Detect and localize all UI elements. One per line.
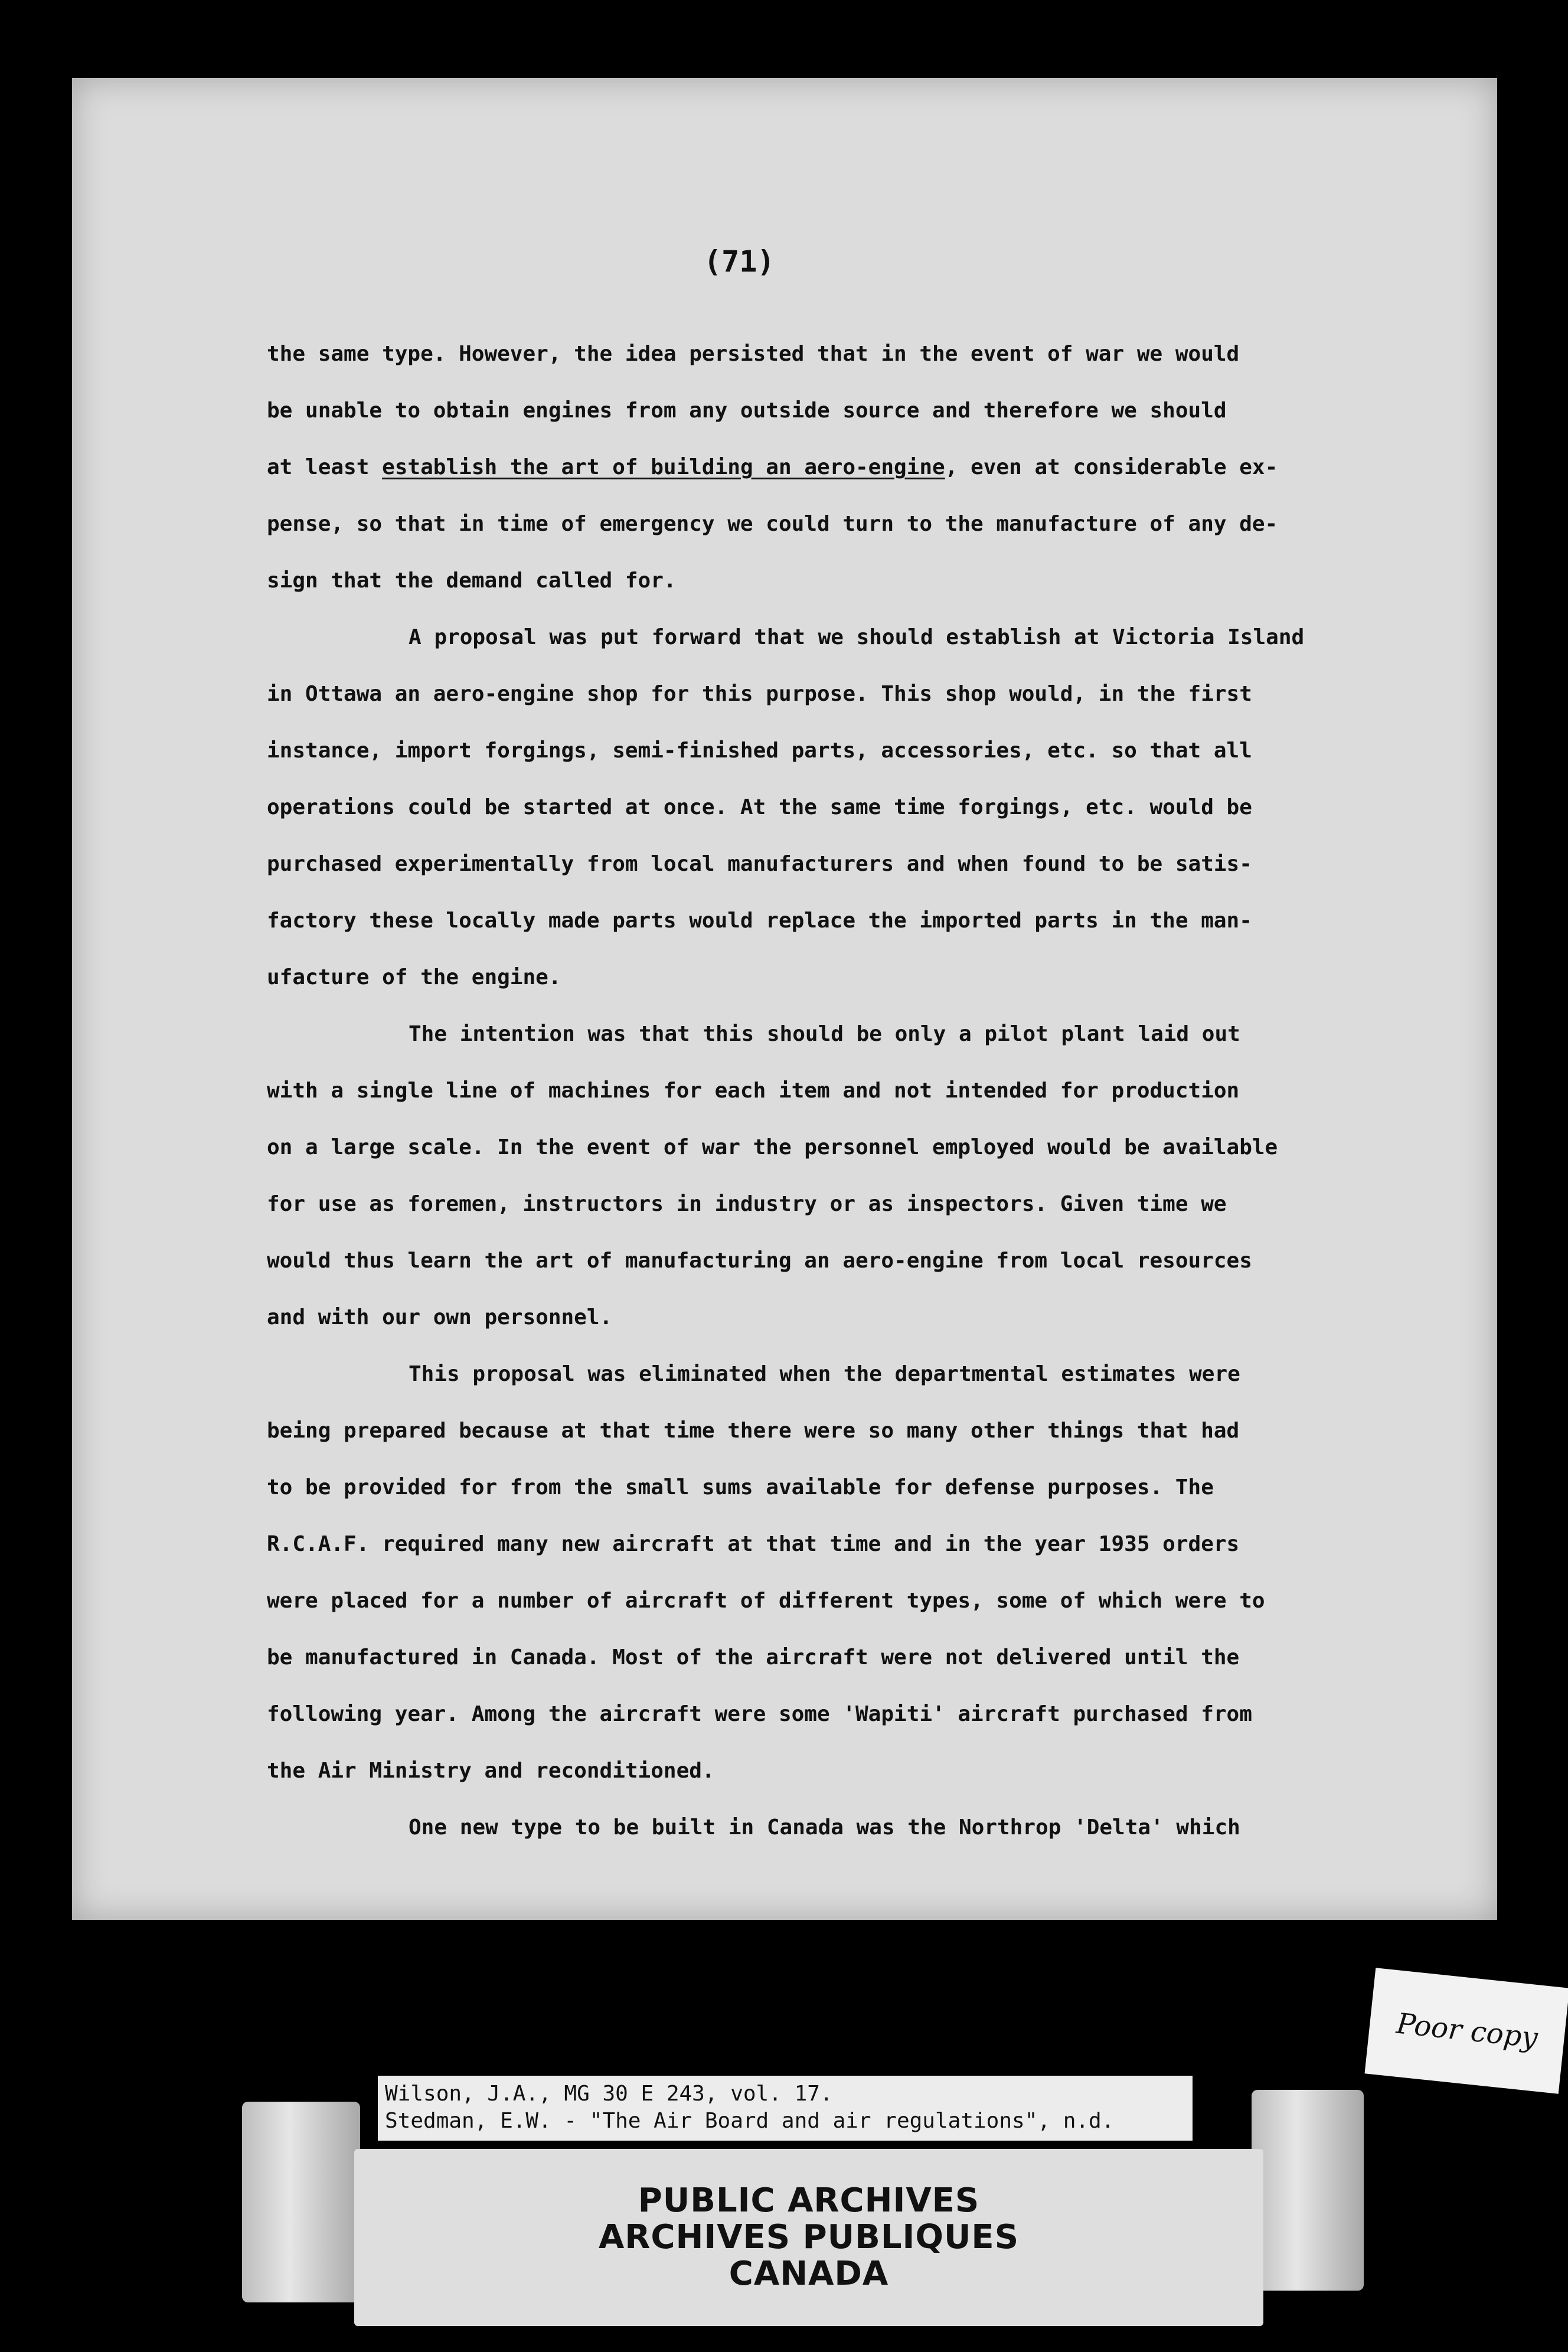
archive-label-line-2: ARCHIVES PUBLIQUES: [598, 2218, 1020, 2256]
text-line: operations could be started at once. At the same time forgings, etc. would be: [267, 795, 1252, 819]
text-line: being prepared because at that time there were so many other things that had: [267, 1419, 1240, 1443]
text-line: would thus learn the art of manufacturing an aero-engine from local resources: [267, 1249, 1252, 1273]
text-line: were placed for a number of aircraft of different types, some of which were to: [267, 1589, 1265, 1613]
text-line: in Ottawa an aero-engine shop for this purpose. This shop would, in the first: [267, 682, 1252, 706]
text-line: sign that the demand called for.: [267, 569, 677, 593]
poor-copy-stamp: Poor copy: [1364, 1968, 1568, 2094]
paragraph-4: [267, 1346, 1400, 1799]
text-line: instance, import forgings, semi-finished parts, accessories, etc. so that all: [267, 739, 1252, 763]
page-number: (71): [704, 244, 775, 279]
underlined-phrase: establish the art of building an aero-engine: [382, 455, 945, 479]
paragraph-3: [267, 1006, 1400, 1346]
text-line: the same type. However, the idea persisted that in the event of war we would: [267, 342, 1240, 366]
paragraph-2: [267, 609, 1400, 1006]
text-line: factory these locally made parts would replace the imported parts in the man-: [267, 909, 1252, 933]
text-line: following year. Among the aircraft were some 'Wapiti' aircraft purchased from: [267, 1702, 1252, 1726]
paragraph-1: [267, 326, 1400, 609]
document-page: [72, 78, 1497, 1920]
text-line: A proposal was put forward that we should establish at Victoria Island: [409, 625, 1305, 649]
text-line: be manufactured in Canada. Most of the aircraft were not delivered until the: [267, 1645, 1240, 1670]
text-line: at least: [267, 455, 383, 479]
text-line: R.C.A.F. required many new aircraft at that time and in the year 1935 orders: [267, 1532, 1240, 1556]
text-line: purchased experimentally from local manufacturers and when found to be satis-: [267, 852, 1252, 876]
text-line: ufacture of the engine.: [267, 965, 561, 989]
text-line: pense, so that in time of emergency we could turn to the manufacture of any de-: [267, 512, 1278, 536]
archive-label-line-3: CANADA: [729, 2255, 889, 2293]
text-line: This proposal was eliminated when the departmental estimates were: [409, 1362, 1240, 1386]
text-line: the Air Ministry and reconditioned.: [267, 1759, 715, 1783]
text-line: to be provided for from the small sums available for defense purposes. The: [267, 1475, 1214, 1500]
film-clip-right: [1252, 2090, 1364, 2291]
body-text: [267, 326, 1400, 1856]
text-line: on a large scale. In the event of war the personnel employed would be available: [267, 1135, 1278, 1159]
citation-line-1: Wilson, J.A., MG 30 E 243, vol. 17.: [385, 2082, 833, 2106]
text-line: The intention was that this should be only a pilot plant laid out: [409, 1022, 1240, 1046]
archive-label: [354, 2149, 1263, 2326]
text-line: One new type to be built in Canada was the Northrop 'Delta' which: [409, 1815, 1240, 1840]
text-line: with a single line of machines for each item and not intended for production: [267, 1079, 1240, 1103]
text-line: and with our own personnel.: [267, 1305, 613, 1329]
text-line: , even at considerable ex-: [945, 455, 1278, 479]
archive-label-line-1: PUBLIC ARCHIVES: [638, 2181, 980, 2220]
film-clip-left: [242, 2102, 360, 2302]
text-line: be unable to obtain engines from any outside source and therefore we should: [267, 398, 1227, 423]
citation-line-2: Stedman, E.W. - "The Air Board and air regulations", n.d.: [385, 2109, 1115, 2133]
paragraph-5: [267, 1799, 1400, 1856]
text-line: for use as foremen, instructors in industry or as inspectors. Given time we: [267, 1192, 1227, 1216]
archive-citation: [378, 2076, 1193, 2141]
